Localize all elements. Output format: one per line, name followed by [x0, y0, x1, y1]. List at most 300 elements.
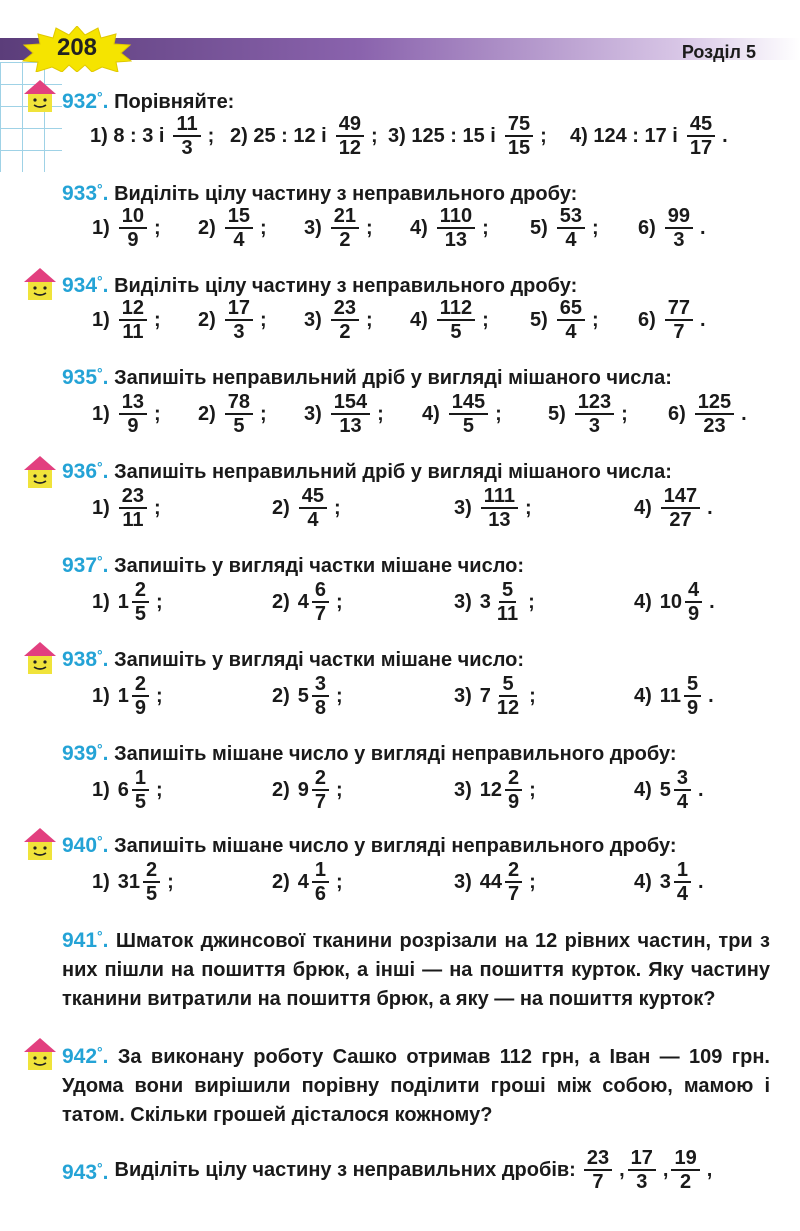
- separator: ;: [495, 402, 502, 425]
- exercise-939-title: [62, 736, 676, 767]
- fraction: [173, 113, 200, 159]
- fraction: [695, 391, 734, 437]
- fraction: [671, 1147, 699, 1193]
- task-item: [272, 764, 343, 816]
- whole-part: 10: [659, 590, 683, 613]
- numerator: 11: [173, 113, 200, 137]
- task-label: 5): [530, 308, 548, 331]
- separator: .: [700, 216, 706, 239]
- numerator: 75: [505, 113, 533, 137]
- task-item: [230, 110, 378, 162]
- numerator: 123: [575, 391, 614, 415]
- exercise-number-value: 942: [62, 1045, 98, 1068]
- exercise-title: Запишіть мішане число у вигляді неправильного дробу:: [114, 835, 677, 857]
- exercise-number: 942°.: [62, 1044, 109, 1068]
- exercise-number: 936°.: [62, 459, 109, 483]
- separator: ,: [619, 1159, 625, 1181]
- denominator: 15: [507, 137, 531, 159]
- denominator: 27: [669, 509, 692, 531]
- separator: ;: [592, 308, 599, 331]
- fraction: [132, 673, 149, 719]
- task-item: [92, 856, 174, 908]
- task-item: [634, 856, 704, 908]
- denominator: 3: [636, 1171, 648, 1193]
- denominator: 8: [314, 697, 327, 719]
- numerator: 3: [674, 767, 691, 791]
- separator: .: [700, 308, 706, 331]
- separator: .: [698, 778, 704, 801]
- task-label: 2): [198, 308, 216, 331]
- numerator: 110: [437, 205, 475, 229]
- numerator: 2: [143, 859, 160, 883]
- whole-part: 6: [117, 778, 129, 801]
- exercise-text: За виконану роботу Сашко отримав 112 грн, а Іван — 109 грн. Удома вони вирішили порівну поділити гроші між собою, мамою і татом. Скільки грошей дісталося кожному?: [62, 1046, 770, 1126]
- task-item: [198, 388, 267, 440]
- numerator: 19: [671, 1147, 699, 1171]
- denominator: 11: [496, 603, 519, 625]
- exercise-number-value: 934: [62, 274, 98, 297]
- separator: ;: [621, 402, 628, 425]
- fraction: [119, 485, 147, 531]
- task-label: 3): [304, 402, 322, 425]
- fraction: [225, 297, 253, 343]
- denominator: 9: [127, 415, 139, 437]
- task-item: [92, 294, 161, 346]
- task-label: 6): [638, 308, 656, 331]
- fraction: [505, 113, 533, 159]
- task-label: 2): [198, 216, 216, 239]
- exercise-text: Шматок джинсової тканини розрізали на 12 рівних частин, три з них пішли на пошиття брюк, а інші — на пошиття курток. Яку частину тканини витратили на пошиття брюк, а яку — на пошиття курток?: [62, 930, 770, 1010]
- denominator: 11: [122, 509, 144, 531]
- house-icon: [22, 640, 58, 676]
- numerator: 17: [628, 1147, 656, 1171]
- denominator: 5: [134, 603, 147, 625]
- whole-part: 7: [479, 684, 491, 707]
- numerator: 2: [312, 767, 329, 791]
- task-item: [388, 110, 547, 162]
- separator: ;: [154, 402, 161, 425]
- fraction: [481, 485, 518, 531]
- numerator: 77: [665, 297, 693, 321]
- exercise-number: 941°.: [62, 928, 109, 952]
- numerator: 2: [132, 579, 149, 603]
- fraction: [494, 579, 521, 625]
- whole-part: 44: [479, 870, 503, 893]
- fraction: [299, 485, 327, 531]
- whole-part: 4: [297, 590, 309, 613]
- numerator: 23: [119, 485, 147, 509]
- exercise-number: 943°.: [62, 1159, 109, 1184]
- denominator: 9: [127, 229, 139, 251]
- exercise-number: 940°.: [62, 833, 109, 857]
- task-item: [304, 202, 373, 254]
- task-item: [92, 388, 161, 440]
- task-label: 4): [410, 216, 428, 239]
- task-label: 5): [530, 216, 548, 239]
- separator: ;: [482, 308, 489, 331]
- separator: ;: [524, 496, 532, 519]
- task-label: 1): [92, 308, 110, 331]
- exercise-number: 938°.: [62, 647, 109, 671]
- exercise-number-value: 938: [62, 648, 98, 671]
- separator: ;: [156, 590, 163, 613]
- fraction: [132, 767, 149, 813]
- fraction: [449, 391, 488, 437]
- task-label: 1): [92, 216, 110, 239]
- numerator: 45: [687, 113, 715, 137]
- task-label: 3): [454, 590, 472, 613]
- fraction: [665, 205, 693, 251]
- fraction: [119, 205, 147, 251]
- numerator: 2: [505, 859, 522, 883]
- whole-part: 5: [659, 778, 671, 801]
- whole-part: 1: [117, 590, 129, 613]
- fraction: [225, 205, 253, 251]
- task-item: [92, 482, 161, 534]
- denominator: 13: [488, 509, 511, 531]
- denominator: 3: [673, 229, 685, 251]
- exercise-935-title: [62, 360, 672, 391]
- fraction: [331, 391, 370, 437]
- denominator: 3: [181, 137, 193, 159]
- separator: ;: [334, 496, 341, 519]
- denominator: 2: [339, 229, 351, 251]
- numerator: 4: [685, 579, 702, 603]
- fraction: [684, 673, 701, 719]
- task-label: 3): [454, 684, 472, 707]
- task-item: [304, 294, 373, 346]
- task-item: [272, 856, 343, 908]
- task-label: 4): [634, 870, 652, 893]
- fraction: [661, 485, 700, 531]
- exercise-number-value: 937: [62, 554, 98, 577]
- whole-part: 31: [117, 870, 141, 893]
- task-label: 2): [272, 684, 290, 707]
- separator: .: [707, 496, 713, 519]
- numerator: 99: [665, 205, 693, 229]
- task-label: 3) 125 : 15 і: [388, 124, 496, 147]
- denominator: 4: [676, 791, 689, 813]
- fraction: [312, 579, 329, 625]
- denominator: 4: [565, 229, 577, 251]
- separator: ,: [662, 1159, 669, 1181]
- denominator: 9: [686, 697, 699, 719]
- task-label: 1): [92, 778, 110, 801]
- fraction: [437, 205, 475, 251]
- task-label: 6): [668, 402, 686, 425]
- task-item: [90, 110, 214, 162]
- denominator: 7: [314, 791, 327, 813]
- exercise-number: 939°.: [62, 741, 109, 765]
- whole-part: 12: [479, 778, 503, 801]
- task-item: [272, 576, 343, 628]
- exercise-number: 935°.: [62, 365, 109, 389]
- numerator: 1: [312, 859, 329, 883]
- separator: ;: [260, 216, 267, 239]
- fraction: [494, 673, 522, 719]
- task-label: 1): [92, 402, 110, 425]
- numerator: 49: [336, 113, 364, 137]
- task-item: [638, 294, 706, 346]
- separator: .: [698, 870, 704, 893]
- exercise-940-title: [62, 828, 676, 859]
- numerator: 111: [481, 485, 518, 509]
- task-label: 4): [634, 778, 652, 801]
- task-item: [198, 294, 267, 346]
- numerator: 12: [119, 297, 147, 321]
- denominator: 23: [703, 415, 726, 437]
- whole-part: 3: [479, 590, 491, 613]
- separator: ;: [167, 870, 174, 893]
- task-item: [668, 388, 747, 440]
- fraction: [331, 297, 359, 343]
- denominator: 9: [508, 791, 520, 813]
- denominator: 13: [444, 229, 468, 251]
- task-item: [198, 202, 267, 254]
- task-label: 1): [92, 496, 110, 519]
- exercise-title: Запишіть неправильний дріб у вигляді мішаного числа:: [114, 461, 672, 483]
- fraction: [331, 205, 359, 251]
- fraction: [437, 297, 475, 343]
- task-item: [454, 764, 536, 816]
- denominator: 5: [450, 321, 462, 343]
- numerator: 5: [499, 673, 516, 697]
- numerator: 65: [557, 297, 585, 321]
- fraction: [119, 391, 147, 437]
- denominator: 5: [134, 791, 147, 813]
- task-item: [92, 202, 161, 254]
- denominator: 2: [680, 1171, 692, 1193]
- whole-part: 3: [659, 870, 671, 893]
- exercise-number-value: 939: [62, 742, 98, 765]
- task-label: 3): [304, 216, 322, 239]
- denominator: 5: [462, 415, 475, 437]
- task-label: 3): [454, 778, 472, 801]
- task-label: 1): [92, 684, 110, 707]
- fraction: [143, 859, 160, 905]
- fraction: [312, 859, 329, 905]
- numerator: 6: [312, 579, 329, 603]
- separator: ;: [336, 870, 343, 893]
- fraction: [557, 297, 585, 343]
- task-item: [92, 764, 163, 816]
- denominator: 12: [496, 697, 520, 719]
- task-item: [454, 670, 536, 722]
- task-label: 2): [272, 590, 290, 613]
- numerator: 21: [331, 205, 359, 229]
- numerator: 10: [119, 205, 147, 229]
- separator: ;: [529, 870, 536, 893]
- exercise-title: Запишіть у вигляді частки мішане число:: [114, 649, 525, 671]
- numerator: 17: [225, 297, 253, 321]
- fraction: [557, 205, 585, 251]
- task-label: 3): [454, 870, 472, 893]
- fraction: [312, 767, 329, 813]
- task-item: [570, 110, 728, 162]
- exercise-number-value: 932: [62, 90, 98, 113]
- denominator: 6: [314, 883, 327, 905]
- denominator: 4: [307, 509, 319, 531]
- task-item: [634, 764, 704, 816]
- separator: .: [741, 402, 747, 425]
- task-label: 2): [272, 870, 290, 893]
- task-item: [530, 202, 599, 254]
- numerator: 145: [449, 391, 488, 415]
- numerator: 23: [331, 297, 359, 321]
- task-label: 1) 8 : 3 і: [90, 124, 165, 147]
- fraction: [628, 1147, 656, 1193]
- separator: ;: [156, 778, 163, 801]
- separator: ;: [260, 402, 267, 425]
- separator: ;: [366, 216, 373, 239]
- separator: ;: [336, 590, 343, 613]
- task-item: [272, 670, 343, 722]
- fraction: [119, 297, 147, 343]
- exercise-number: 932°.: [62, 89, 109, 113]
- fraction: [132, 579, 149, 625]
- task-label: 1): [92, 590, 110, 613]
- separator: ;: [154, 216, 161, 239]
- separator: .: [708, 684, 714, 707]
- task-label: 3): [304, 308, 322, 331]
- house-icon: [22, 454, 58, 490]
- exercise-title: Запишіть у вигляді частки мішане число:: [114, 555, 525, 577]
- numerator: 78: [225, 391, 253, 415]
- separator: ;: [207, 124, 215, 147]
- task-item: [410, 294, 489, 346]
- separator: ;: [154, 308, 161, 331]
- fraction: [687, 113, 715, 159]
- task-item: [410, 202, 489, 254]
- separator: ;: [528, 590, 535, 613]
- task-item: [304, 388, 384, 440]
- numerator: 1: [132, 767, 149, 791]
- task-item: [548, 388, 628, 440]
- task-item: [454, 576, 535, 628]
- separator: ;: [370, 124, 378, 147]
- separator: ;: [540, 124, 547, 147]
- numerator: 2: [505, 767, 522, 791]
- fraction: [665, 297, 693, 343]
- denominator: 7: [673, 321, 685, 343]
- separator: .: [709, 590, 715, 613]
- fraction: [674, 767, 691, 813]
- section-label: Розділ 5: [681, 42, 756, 62]
- whole-part: 9: [297, 778, 309, 801]
- whole-part: 1: [117, 684, 129, 707]
- fraction: [225, 391, 253, 437]
- numerator: 45: [299, 485, 327, 509]
- task-label: 3): [454, 496, 472, 519]
- denominator: 5: [233, 415, 245, 437]
- fraction: [584, 1147, 612, 1193]
- task-item: [422, 388, 502, 440]
- exercise-936-title: [62, 454, 672, 485]
- separator: ;: [529, 684, 536, 707]
- denominator: 3: [588, 415, 601, 437]
- denominator: 9: [134, 697, 147, 719]
- numerator: 23: [584, 1147, 612, 1171]
- exercise-number-value: 941: [62, 929, 98, 952]
- exercise-title: Виділіть цілу частину з неправильних дробів:: [114, 1159, 576, 1181]
- exercise-number: 937°.: [62, 553, 109, 577]
- denominator: 2: [339, 321, 351, 343]
- exercise-number-value: 940: [62, 834, 98, 857]
- page-number-badge: [22, 26, 132, 72]
- separator: .: [722, 124, 728, 147]
- task-label: 2) 25 : 12 і: [230, 124, 327, 147]
- page-number: 208: [56, 34, 98, 61]
- whole-part: 4: [297, 870, 309, 893]
- house-icon: [22, 78, 58, 114]
- denominator: 7: [314, 603, 327, 625]
- task-item: [638, 202, 706, 254]
- exercise-number: 934°.: [62, 273, 109, 297]
- task-label: 5): [548, 402, 566, 425]
- fraction: [685, 579, 702, 625]
- separator: ;: [336, 684, 343, 707]
- task-item: [272, 482, 341, 534]
- whole-part: 11: [659, 684, 681, 707]
- denominator: 17: [689, 137, 713, 159]
- exercise-937-title: [62, 548, 524, 579]
- denominator: 13: [339, 415, 362, 437]
- separator: ;: [482, 216, 489, 239]
- task-label: 4) 124 : 17 і: [570, 124, 678, 147]
- task-item: [634, 670, 714, 722]
- fraction: [674, 859, 691, 905]
- house-icon: [22, 1036, 58, 1072]
- task-item: [92, 576, 163, 628]
- task-label: 6): [638, 216, 656, 239]
- exercise-number-value: 936: [62, 460, 98, 483]
- exercise-number-value: 943: [62, 1160, 98, 1184]
- whole-part: 5: [297, 684, 309, 707]
- separator: ;: [366, 308, 373, 331]
- task-label: 4): [634, 684, 652, 707]
- task-item: [634, 482, 713, 534]
- task-item: [634, 576, 715, 628]
- exercise-number-value: 933: [62, 182, 98, 205]
- numerator: 125: [695, 391, 734, 415]
- exercise-942: [62, 1038, 770, 1130]
- numerator: 1: [674, 859, 691, 883]
- numerator: 53: [557, 205, 585, 229]
- denominator: 5: [146, 883, 158, 905]
- numerator: 5: [684, 673, 701, 697]
- task-label: 2): [272, 778, 290, 801]
- house-icon: [22, 826, 58, 862]
- exercise-number-value: 935: [62, 366, 98, 389]
- task-item: [92, 670, 163, 722]
- exercise-title: Запишіть мішане число у вигляді неправильного дробу:: [114, 743, 677, 765]
- numerator: 154: [331, 391, 370, 415]
- task-label: 2): [198, 402, 216, 425]
- exercise-938-title: [62, 642, 524, 673]
- denominator: 9: [688, 603, 700, 625]
- exercise-title: Виділіть цілу частину з неправильного дробу:: [114, 183, 578, 205]
- fraction: [505, 859, 522, 905]
- numerator: 112: [437, 297, 475, 321]
- task-label: 4): [634, 496, 652, 519]
- numerator: 5: [499, 579, 516, 603]
- denominator: 4: [565, 321, 577, 343]
- task-label: 4): [410, 308, 428, 331]
- exercise-943: [62, 1140, 712, 1200]
- numerator: 147: [661, 485, 700, 509]
- house-icon: [22, 266, 58, 302]
- exercise-title: Виділіть цілу частину з неправильного дробу:: [114, 275, 578, 297]
